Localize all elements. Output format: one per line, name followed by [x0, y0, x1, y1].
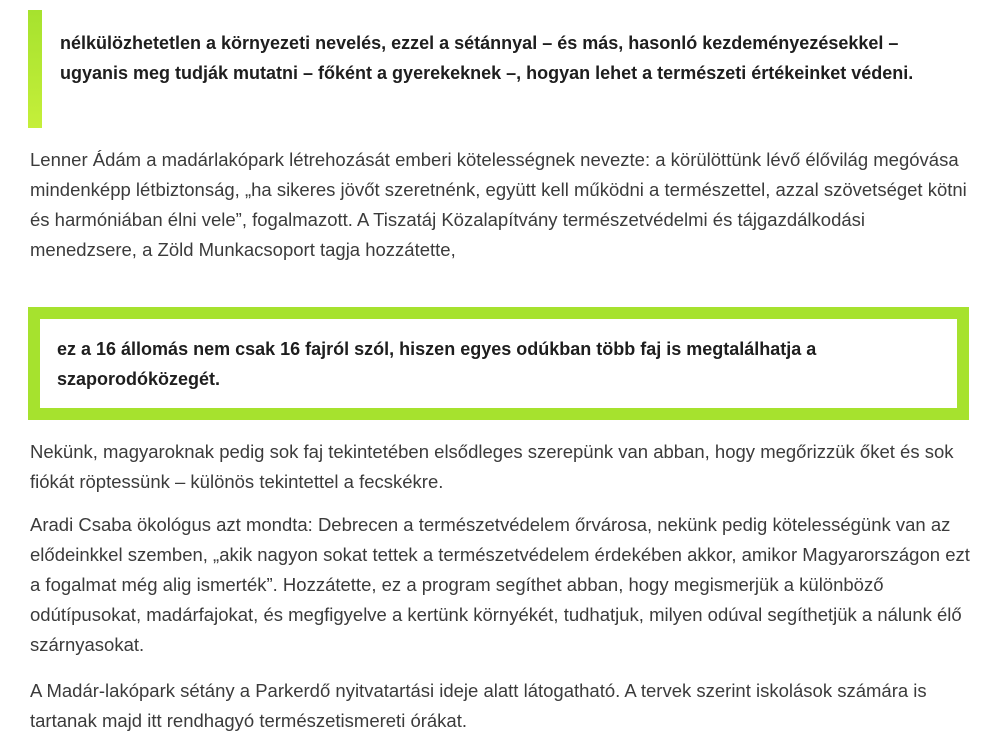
pullquote-text: nélkülözhetetlen a környezeti nevelés, ezzel a sétánnyal – és más, hasonló kezdeményezésekkel – ugyanis meg tudják mutatni – főként a gyerekeknek –, hogyan lehet a természeti értékeinket védeni. — [60, 33, 914, 83]
article-paragraph: Lenner Ádám a madárlakópark létrehozását emberi kötelességnek nevezte: a körülöttünk lévő élővilág megóvása mindenképp létbiztonság, „ha sikeres jövőt szeretnénk, együtt kell működni a természettel, azzal szövetséget kötni és harmóniában élni vele”, fogalmazott. A Tiszatáj Közalapítvány természetvédelmi és tájgazdálkodási menedzsere, a Zöld Munkacsoport tagja hozzátette, — [30, 149, 967, 260]
pullquote-text: ez a 16 állomás nem csak 16 fajról szól, hiszen egyes odúkban több faj is megtalálhatja a szaporodóközegét. — [57, 339, 817, 389]
pullquote-box — [28, 307, 969, 420]
accent-bar — [28, 10, 42, 128]
article-paragraph: Aradi Csaba ökológus azt mondta: Debrecen a természetvédelem őrvárosa, nekünk pedig kötelességünk van az elődeinkkel szemben, „akik nagyon sokat tettek a természetvédelem érdekében akkor, amikor Magyarországon ezt a fogalmat még alig ismerték”. Hozzátette, ez a program segíthet abban, hogy megismerjük a különböző odútípusokat, madárfajokat, és megfigyelve a kertünk környékét, tudhatjuk, milyen odúval segíthetjük a nálunk élő szárnyasokat. — [30, 514, 970, 655]
article-paragraph: Nekünk, magyaroknak pedig sok faj tekintetében elsődleges szerepünk van abban, hogy megőrizzük őket és sok fiókát röptessünk – különös tekintettel a fecskékre. — [30, 441, 954, 492]
pullquote-left-bar — [28, 10, 972, 128]
article-paragraph: A Madár-lakópark sétány a Parkerdő nyitvatartási ideje alatt látogatható. A tervek szerint iskolások számára is tartanak majd itt rendhagyó természetismereti órákat. — [30, 680, 927, 731]
